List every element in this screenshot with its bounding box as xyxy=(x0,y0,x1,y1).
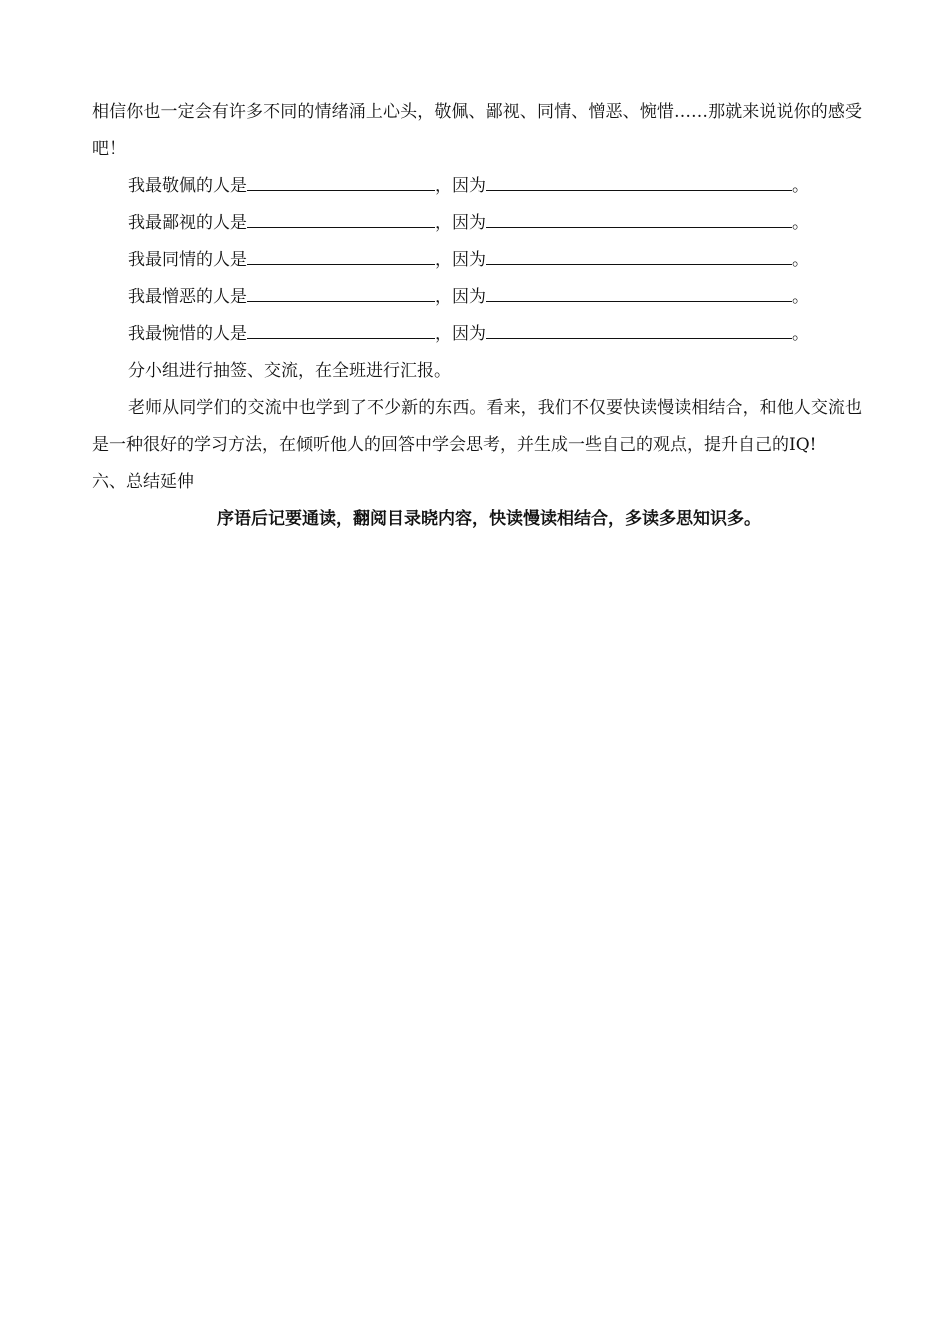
reason-blank[interactable] xyxy=(486,281,792,302)
feelings-list xyxy=(92,168,862,353)
comma: ， xyxy=(435,287,452,307)
intro-paragraph: 相信你也一定会有许多不同的情绪涌上心头，敬佩、鄙视、同情、憎恶、惋惜……那就来说说你的感受吧！ xyxy=(92,102,862,159)
name-blank[interactable] xyxy=(247,281,435,302)
name-blank[interactable] xyxy=(247,207,435,228)
comma: ， xyxy=(435,176,452,196)
because-label: 因为 xyxy=(452,250,486,270)
feeling-label: 我最鄙视的人是 xyxy=(128,213,247,233)
period: 。 xyxy=(792,213,809,233)
because-label: 因为 xyxy=(452,176,486,196)
reason-blank[interactable] xyxy=(486,318,792,339)
because-label: 因为 xyxy=(452,213,486,233)
feeling-row-despise xyxy=(92,205,862,242)
period: 。 xyxy=(792,176,809,196)
comma: ， xyxy=(435,250,452,270)
feeling-row-sympathize xyxy=(92,242,862,279)
comma: ， xyxy=(435,213,452,233)
feeling-label: 我最同情的人是 xyxy=(128,250,247,270)
group-paragraph: 分小组进行抽签、交流，在全班进行汇报。 xyxy=(128,361,451,381)
reason-blank[interactable] xyxy=(486,244,792,265)
feeling-row-hate xyxy=(92,279,862,316)
period: 。 xyxy=(792,324,809,344)
feeling-label: 我最惋惜的人是 xyxy=(128,324,247,344)
reason-blank[interactable] xyxy=(486,207,792,228)
name-blank[interactable] xyxy=(247,170,435,191)
because-label: 因为 xyxy=(452,324,486,344)
teacher-paragraph: 老师从同学们的交流中也学到了不少新的东西。看来，我们不仅要快读慢读相结合，和他人交流也是一种很好的学习方法，在倾听他人的回答中学会思考，并生成一些自己的观点，提升自己的IQ! xyxy=(92,398,862,455)
section-heading: 六、总结延伸 xyxy=(92,472,194,492)
document-page xyxy=(92,94,862,538)
reason-blank[interactable] xyxy=(486,170,792,191)
feeling-row-regret xyxy=(92,316,862,353)
summary-line: 序语后记要通读，翻阅目录晓内容，快读慢读相结合，多读多思知识多。 xyxy=(217,509,761,529)
feeling-row-admire xyxy=(92,168,862,205)
comma: ， xyxy=(435,324,452,344)
period: 。 xyxy=(792,287,809,307)
feeling-label: 我最敬佩的人是 xyxy=(128,176,247,196)
period: 。 xyxy=(792,250,809,270)
name-blank[interactable] xyxy=(247,318,435,339)
because-label: 因为 xyxy=(452,287,486,307)
feeling-label: 我最憎恶的人是 xyxy=(128,287,247,307)
name-blank[interactable] xyxy=(247,244,435,265)
